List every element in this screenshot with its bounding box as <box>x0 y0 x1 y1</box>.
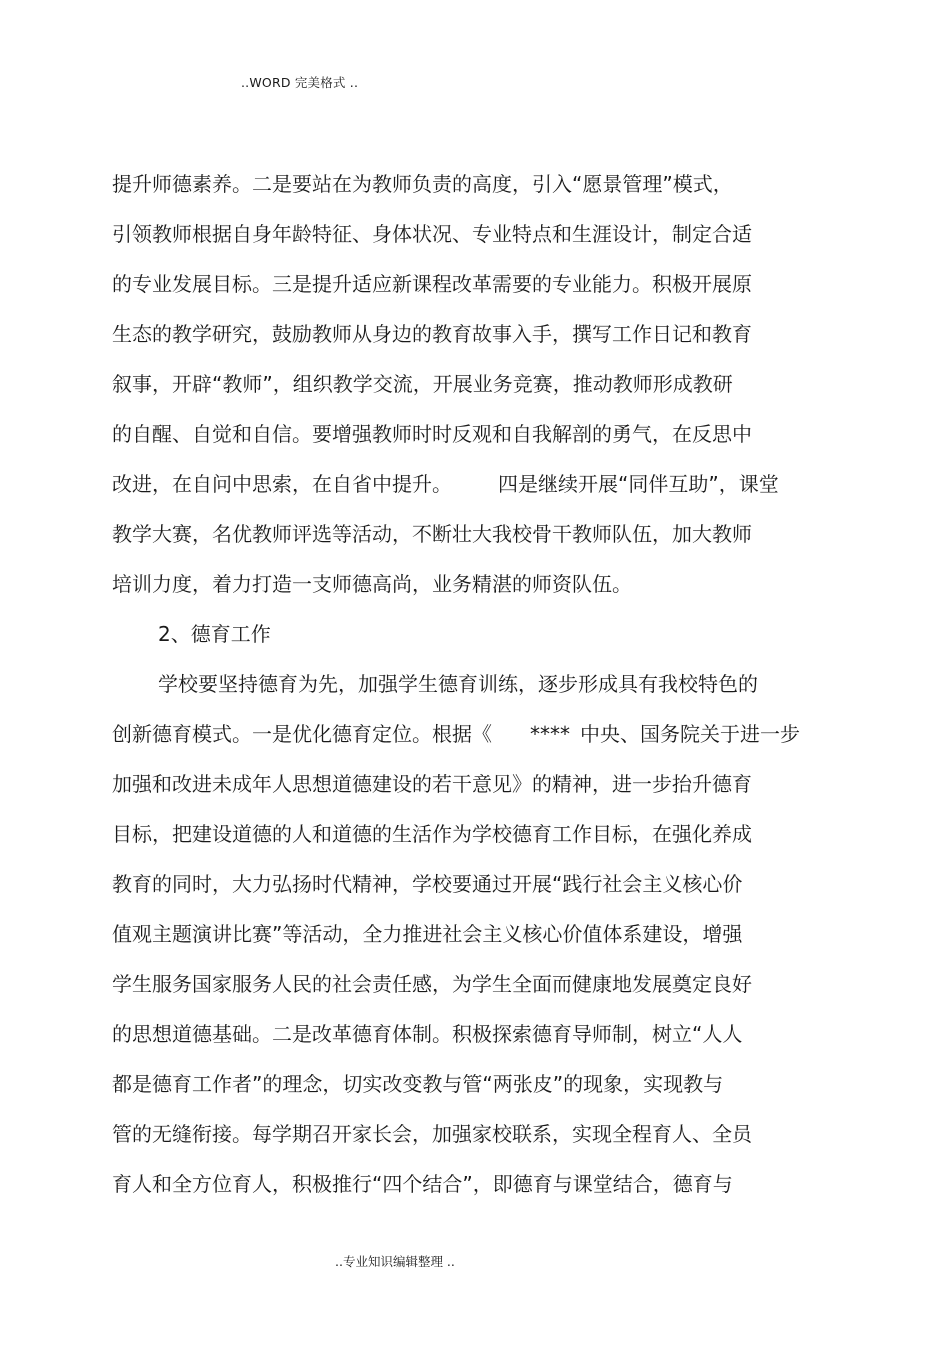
text-line: 的专业发展目标。三是提升适应新课程改革需要的专业能力。积极开展原 <box>112 272 752 296</box>
text-line: 叙事，开辟“教师”，组织教学交流，开展业务竞赛，推动教师形成教研 <box>112 372 733 396</box>
text-line: 提升师德素养。二是要站在为教师负责的高度，引入“愿景管理”模式， <box>112 172 733 196</box>
text-segment: 中央、国务院关于进一步 <box>580 722 800 746</box>
text-segment: 改进，在自问中思索，在自省中提升。 <box>112 472 452 496</box>
text-line: 都是德育工作者”的理念，切实改变教与管“两张皮”的现象，实现教与 <box>112 1072 724 1096</box>
text-line: 学生服务国家服务人民的社会责任感，为学生全面而健康地发展奠定良好 <box>112 972 752 996</box>
page-header: ..WORD 完美格式 .. <box>241 75 359 90</box>
text-line: 教育的同时，大力弘扬时代精神，学校要通过开展“践行社会主义核心价 <box>112 872 743 896</box>
text-line: 值观主题演讲比赛”等活动，全力推进社会主义核心价值体系建设，增强 <box>112 922 743 946</box>
text-line <box>112 472 779 496</box>
text-line: 的思想道德基础。二是改革德育体制。积极探索德育导师制，树立“人人 <box>112 1022 743 1046</box>
text-line: 管的无缝衔接。每学期召开家长会，加强家校联系，实现全程育人、全员 <box>112 1122 752 1146</box>
text-line: 培训力度，着力打造一支师德高尚，业务精湛的师资队伍。 <box>112 572 632 596</box>
text-segment: **** <box>530 722 570 746</box>
page-footer: ..专业知识编辑整理 .. <box>335 1254 455 1269</box>
text-line: 目标，把建设道德的人和道德的生活作为学校德育工作目标，在强化养成 <box>112 822 752 846</box>
text-segment: 四是继续开展“同伴互助”，课堂 <box>498 472 779 496</box>
text-line: 学校要坚持德育为先，加强学生德育训练，逐步形成具有我校特色的 <box>158 672 758 696</box>
text-line <box>112 722 800 746</box>
text-segment: 创新德育模式。一是优化德育定位。根据《 <box>112 722 492 746</box>
text-line: 育人和全方位育人，积极推行“四个结合”，即德育与课堂结合，德育与 <box>112 1172 733 1196</box>
section-heading: 2、德育工作 <box>158 622 271 646</box>
text-line: 生态的教学研究，鼓励教师从身边的教育故事入手，撰写工作日记和教育 <box>112 322 752 346</box>
text-line: 引领教师根据自身年龄特征、身体状况、专业特点和生涯设计，制定合适 <box>112 222 752 246</box>
text-line: 教学大赛，名优教师评选等活动，不断壮大我校骨干教师队伍，加大教师 <box>112 522 752 546</box>
text-line: 加强和改进未成年人思想道德建设的若干意见》的精神，进一步抬升德育 <box>112 772 752 796</box>
text-line: 的自醒、自觉和自信。要增强教师时时反观和自我解剖的勇气，在反思中 <box>112 422 752 446</box>
